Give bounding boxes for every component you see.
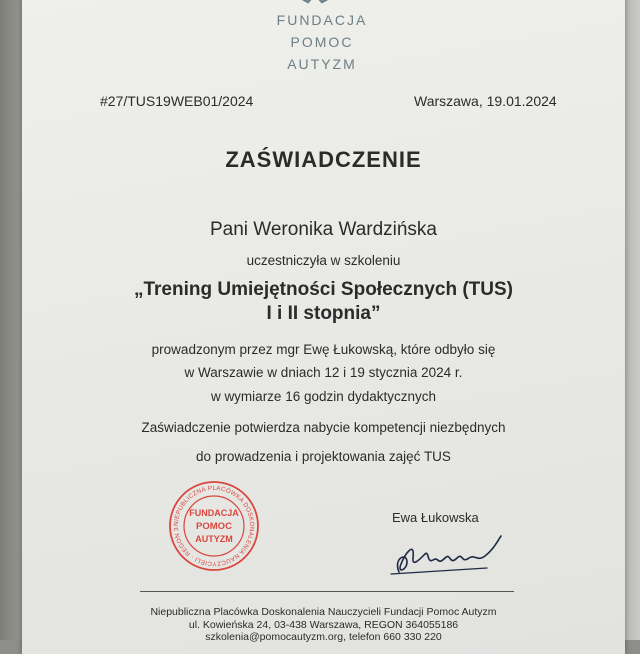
butterfly-logo-icon bbox=[280, 0, 350, 4]
body-line-3: w wymiarze 16 godzin dydaktycznych bbox=[210, 389, 437, 404]
background-left bbox=[0, 0, 24, 640]
signer-name: Ewa Łukowska bbox=[392, 510, 479, 525]
course-title-line-1: „Trening Umiejętności Społecznych (TUS) bbox=[133, 279, 513, 300]
place-date: Warszawa, 19.01.2024 bbox=[414, 93, 557, 109]
stamp-line-3: AUTYZM bbox=[195, 534, 233, 544]
handwritten-signature bbox=[377, 528, 527, 578]
stamp-ring-text: NIEPUBLICZNA PLACÓWKA DOSKONALENIA NAUCZYCIELI · REGON 3 bbox=[172, 484, 256, 568]
footer-divider bbox=[140, 591, 514, 592]
document-title: ZAŚWIADCZENIE bbox=[225, 147, 422, 172]
participation-text: uczestniczyła w szkoleniu bbox=[246, 253, 401, 268]
stamp-line-2: POMOC bbox=[196, 521, 232, 532]
logo-text-line-3: AUTYZM bbox=[287, 56, 357, 72]
certificate-page bbox=[22, 0, 625, 654]
body-line-5: do prowadzenia i projektowania zajęć TUS bbox=[196, 449, 451, 464]
foundation-stamp bbox=[168, 480, 260, 572]
body-line-4: Zaświadczenie potwierdza nabycie kompetencji niezbędnych bbox=[141, 420, 506, 435]
footer-line-3: szkolenia@pomocautyzm.org, telefon 660 330 220 bbox=[205, 631, 442, 643]
logo-text-line-1: FUNDACJA bbox=[276, 12, 368, 28]
footer-line-2: ul. Kowieńska 24, 03-438 Warszawa, REGON 364055186 bbox=[188, 619, 459, 631]
course-title-line-2: I i II stopnia” bbox=[266, 303, 381, 324]
footer-line-1: Niepubliczna Placówka Doskonalenia Nauczycieli Fundacji Pomoc Autyzm bbox=[150, 606, 497, 618]
recipient-name: Pani Weronika Wardzińska bbox=[209, 219, 438, 240]
stamp-line-1: FUNDACJA bbox=[189, 508, 239, 518]
body-line-2: w Warszawie w dniach 12 i 19 stycznia 2024 r. bbox=[184, 365, 463, 380]
body-line-1: prowadzonym przez mgr Ewę Łukowską, które odbyło się bbox=[151, 342, 496, 357]
logo-text-line-2: POMOC bbox=[290, 34, 354, 50]
reference-number: #27/TUS19WEB01/2024 bbox=[100, 93, 254, 109]
